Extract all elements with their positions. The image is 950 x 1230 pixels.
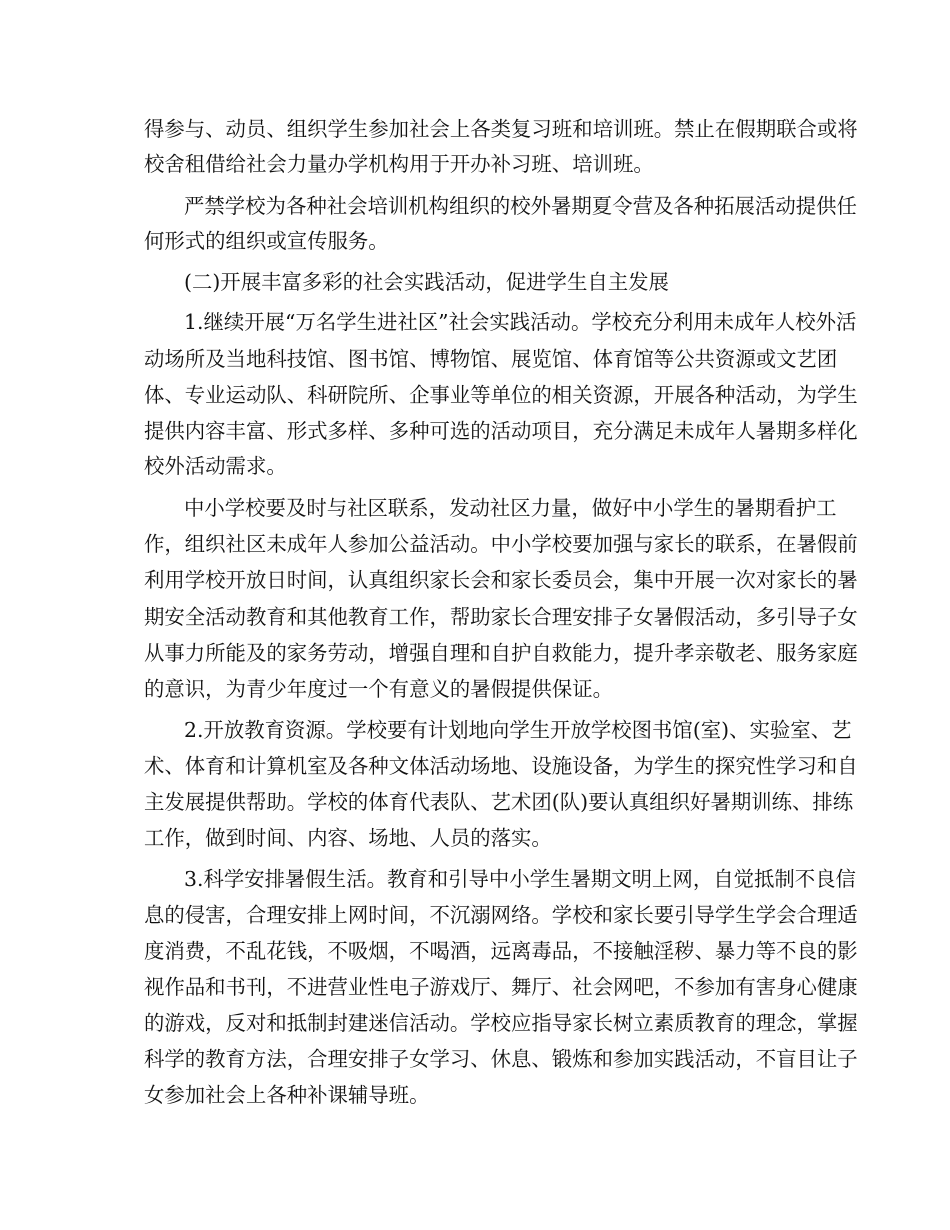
text-line: 提供内容丰富、形式多样、多种可选的活动项目，充分满足未成年人暑期多样化 [144,419,858,443]
text-line: 3.科学安排暑假生活。教育和引导中小学生暑期文明上网，自觉抵制不良信 [184,867,856,891]
text-line: 工作，做到时间、内容、场地、人员的落实。 [144,826,552,850]
text-line: 的意识，为青少年度过一个有意义的暑假提供保证。 [144,677,613,701]
text-line: 校外活动需求。 [144,454,287,478]
text-line: 严禁学校为各种社会培训机构组织的校外暑期夏令营及各种拓展活动提供任 [184,194,857,218]
text-line: 校舍租借给社会力量办学机构用于开办补习班、培训班。 [144,152,654,176]
text-line: 视作品和书刊，不进营业性电子游戏厅、舞厅、社会网吧，不参加有害身心健康 [144,975,858,999]
text-line: 体、专业运动队、科研院所、企事业等单位的相关资源，开展各种活动，为学生 [144,383,858,407]
text-line: 2.开放教育资源。学校要有计划地向学生开放学校图书馆(室)、实验室、艺 [184,718,852,742]
text-line: 主发展提供帮助。学校的体育代表队、艺术团(队)要认真组织好暑期训练、排练 [144,790,854,814]
text-line: 期安全活动教育和其他教育工作，帮助家长合理安排子女暑假活动，多引导子女 [144,605,858,629]
text-line: 何形式的组织或宣传服务。 [144,229,389,253]
section-heading: (二)开展丰富多彩的社会实践活动，促进学生自主发展 [184,270,669,294]
text-line: 科学的教育方法，合理安排子女学习、休息、锻炼和参加实践活动，不盲目让子 [144,1047,858,1071]
text-line: 得参与、动员、组织学生参加社会上各类复习班和培训班。禁止在假期联合或将 [144,117,858,141]
text-line: 度消费，不乱花钱，不吸烟，不喝酒，远离毒品，不接触淫秽、暴力等不良的影 [144,939,858,963]
text-line: 的游戏，反对和抵制封建迷信活动。学校应指导家长树立素质教育的理念，掌握 [144,1011,858,1035]
text-line: 1.继续开展“万名学生进社区”社会实践活动。学校充分利用未成年人校外活 [184,310,857,334]
text-line: 息的侵害，合理安排上网时间，不沉溺网络。学校和家长要引导学生学会合理适 [144,903,858,927]
text-line: 从事力所能及的家务劳动，增强自理和自护自救能力，提升孝亲敬老、服务家庭 [144,641,858,665]
text-line: 中小学校要及时与社区联系，发动社区力量，做好中小学生的暑期看护工 [184,496,837,520]
text-line: 术、体育和计算机室及各种文体活动场地、设施设备，为学生的探究性学习和自 [144,754,858,778]
text-line: 作，组织社区未成年人参加公益活动。中小学校要加强与家长的联系，在暑假前 [144,532,858,556]
text-line: 动场所及当地科技馆、图书馆、博物馆、展览馆、体育馆等公共资源或文艺团 [144,347,838,371]
text-line: 女参加社会上各种补课辅导班。 [144,1083,430,1107]
text-line: 利用学校开放日时间，认真组织家长会和家长委员会，集中开展一次对家长的暑 [144,568,858,592]
